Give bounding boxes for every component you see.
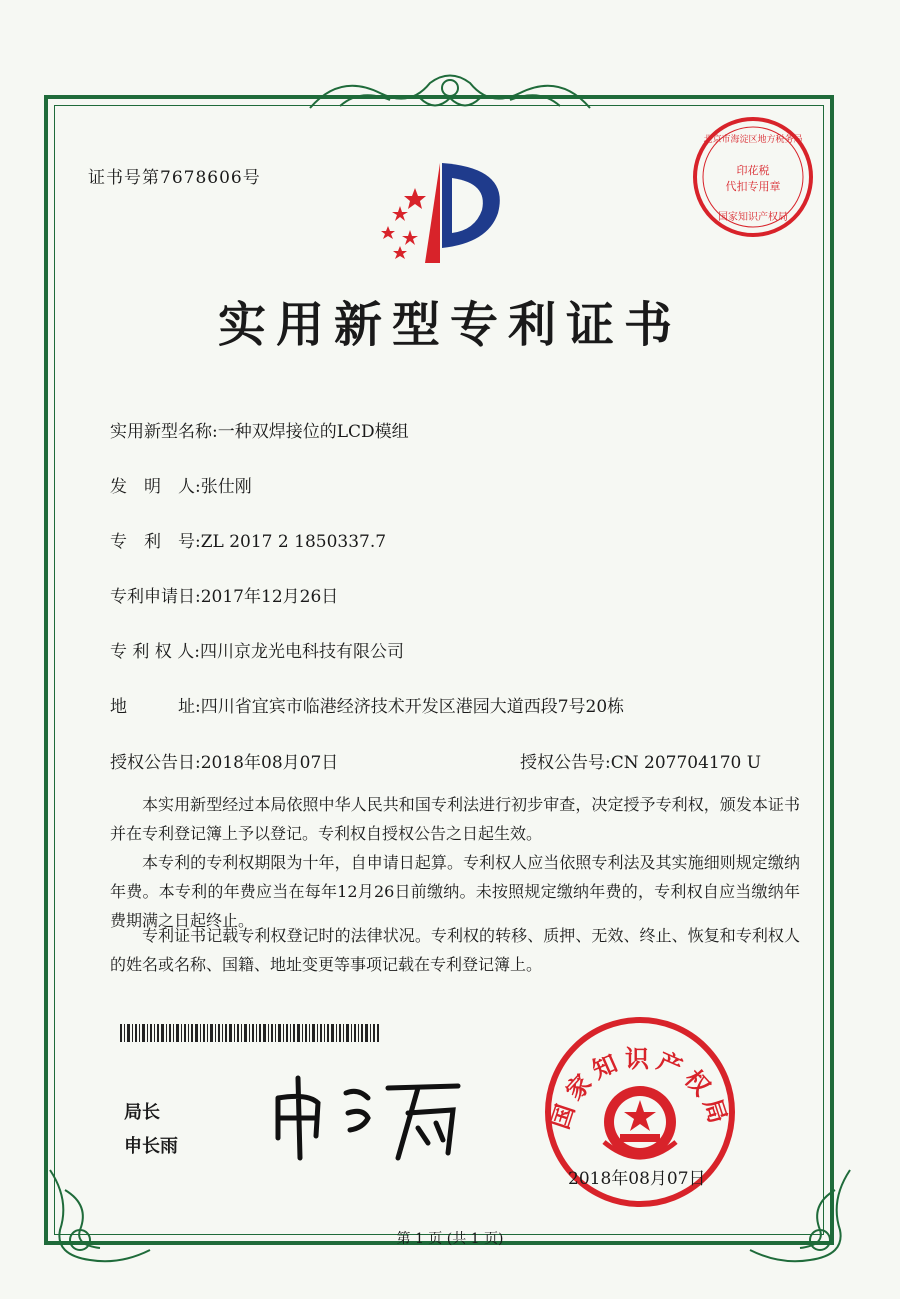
field-grant-date-value: 2018年08月07日 [200, 753, 339, 773]
field-address-label: 地 址: [110, 697, 201, 717]
field-address [110, 692, 624, 717]
field-grant-no-label: 授权公告号: [520, 753, 611, 773]
paragraph-3: 专利证书记载专利权登记时的法律状况。专利权的转移、质押、无效、终止、恢复和专利权人的姓名或名称、国籍、地址变更等事项记载在专利登记簿上。 [110, 926, 800, 974]
field-patent-no-label: 专 利 号: [110, 532, 201, 552]
tax-seal-center-1: 印花税 [736, 164, 770, 177]
certificate-number: 证书号第7678606号 [88, 168, 261, 188]
bottom-right-ornament [740, 1160, 860, 1270]
field-address-value: 四川省宜宾市临港经济技术开发区港园大道西段7号20栋 [200, 697, 625, 717]
patent-office-logo [370, 158, 510, 268]
field-grant-date [110, 748, 338, 773]
signatory-name: 申长雨 [124, 1136, 178, 1157]
tax-seal-bottom: 国家知识产权局 [718, 212, 788, 223]
tax-seal-ring: 北京市海淀区地方税务局 [703, 135, 803, 145]
handwritten-signature [268, 1068, 468, 1163]
tax-seal-stamp [688, 112, 818, 242]
signatory-position: 局长 [124, 1102, 160, 1123]
field-patentee-value: 四川京龙光电科技有限公司 [199, 642, 404, 662]
field-patent-no [110, 527, 386, 552]
stamp-date: 2018年08月07日 [568, 1169, 706, 1189]
page-footer: 第 1 页 (共 1 页) [396, 1231, 504, 1247]
field-filing-date-label: 专利申请日: [110, 587, 201, 607]
field-patentee-label: 专 利 权 人: [110, 642, 200, 662]
field-patentee [110, 637, 404, 662]
field-patent-no-value: ZL 2017 2 1850337.7 [200, 532, 387, 552]
field-name-label: 实用新型名称: [110, 422, 218, 442]
field-inventor-label: 发 明 人: [110, 477, 201, 497]
field-name-value: 一种双焊接位的LCD模组 [217, 422, 409, 442]
field-grant-date-label: 授权公告日: [110, 753, 201, 773]
barcode [120, 1024, 380, 1042]
official-seal-ring: 国家知识产权局 [546, 1044, 734, 1133]
paragraph-2: 本专利的专利权期限为十年，自申请日起算。专利权人应当依照专利法及其实施细则规定缴纳年费。本专利的年费应当在每年12月26日前缴纳。未按照规定缴纳年费的，专利权自应当缴纳年费期满之日起终止。 [110, 853, 800, 930]
certificate-title: 实用新型专利证书 [217, 297, 682, 353]
field-filing-date [110, 582, 338, 607]
field-filing-date-value: 2017年12月26日 [200, 587, 339, 607]
field-inventor [110, 472, 252, 497]
top-ornament [300, 68, 600, 118]
paragraph-1: 本实用新型经过本局依照中华人民共和国专利法进行初步审查，决定授予专利权，颁发本证书并在专利登记簿上予以登记。专利权自授权公告之日起生效。 [110, 795, 800, 843]
bottom-left-ornament [40, 1160, 160, 1270]
field-inventor-value: 张仕刚 [200, 477, 252, 497]
field-name [110, 417, 409, 442]
tax-seal-center-2: 代扣专用章 [725, 180, 781, 193]
field-grant-no-value: CN 207704170 U [610, 753, 762, 773]
field-grant-no [520, 748, 761, 773]
